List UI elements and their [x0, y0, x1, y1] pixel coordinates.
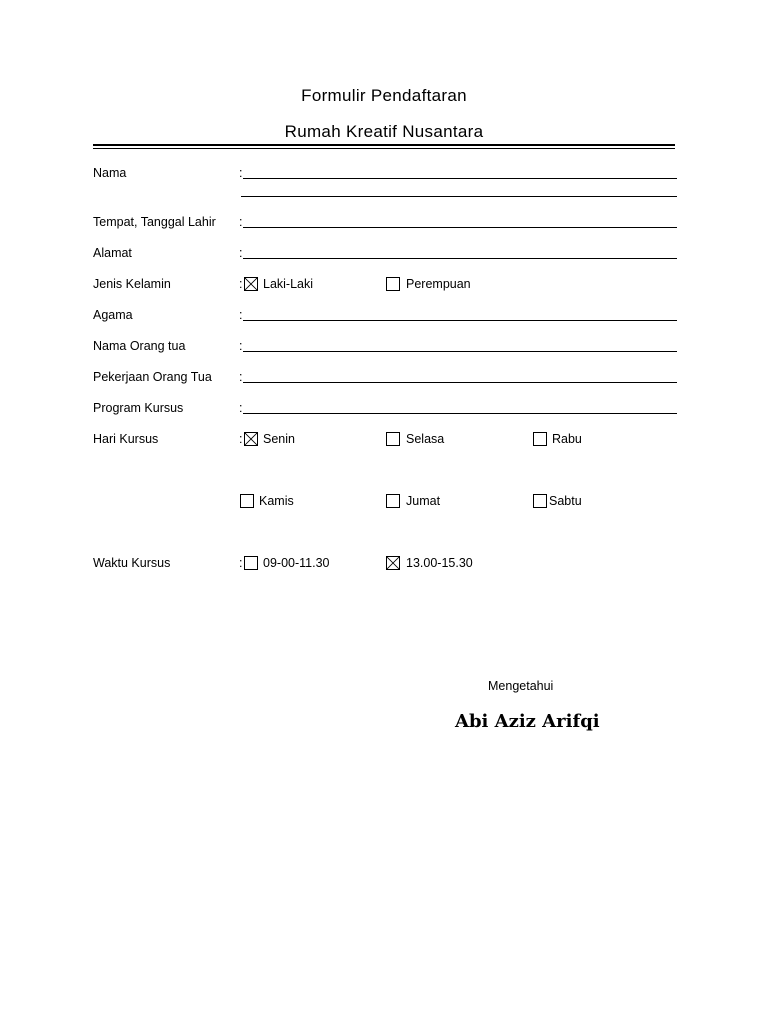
colon-nama: :	[239, 166, 243, 180]
signer-name: Abi Aziz Arifqi	[455, 711, 600, 732]
colon-jenis-kelamin: :	[239, 277, 243, 291]
label-ttl: Tempat, Tanggal Lahir	[93, 215, 216, 229]
checkbox-rabu[interactable]	[533, 432, 547, 446]
option-senin: Senin	[263, 432, 295, 446]
header-rule-thin	[93, 148, 675, 149]
header-rule-thick	[93, 144, 675, 146]
checkbox-waktu-pagi[interactable]	[244, 556, 258, 570]
input-line-nama-2[interactable]	[241, 196, 677, 197]
input-line-alamat[interactable]	[243, 258, 677, 259]
checkbox-waktu-siang[interactable]	[386, 556, 400, 570]
label-nama-ortu: Nama Orang tua	[93, 339, 186, 353]
check-cross-icon	[245, 278, 257, 290]
input-line-ttl[interactable]	[243, 227, 677, 228]
signature-caption: Mengetahui	[488, 679, 554, 693]
colon-program-kursus: :	[239, 401, 243, 415]
option-waktu-pagi: 09-00-11.30	[263, 556, 330, 570]
checkbox-kamis[interactable]	[240, 494, 254, 508]
colon-pekerjaan-ortu: :	[239, 370, 243, 384]
checkbox-sabtu[interactable]	[533, 494, 547, 508]
option-selasa: Selasa	[406, 432, 445, 446]
checkbox-perempuan[interactable]	[386, 277, 400, 291]
colon-waktu-kursus: :	[239, 556, 243, 570]
label-alamat: Alamat	[93, 246, 132, 260]
colon-hari-kursus: :	[239, 432, 243, 446]
colon-alamat: :	[239, 246, 243, 260]
checkbox-jumat[interactable]	[386, 494, 400, 508]
input-line-nama-ortu[interactable]	[243, 351, 677, 352]
label-jenis-kelamin: Jenis Kelamin	[93, 277, 171, 291]
option-rabu: Rabu	[552, 432, 582, 446]
colon-nama-ortu: :	[239, 339, 243, 353]
option-kamis: Kamis	[259, 494, 294, 508]
option-perempuan: Perempuan	[406, 277, 471, 291]
input-line-pekerjaan-ortu[interactable]	[243, 382, 677, 383]
checkbox-laki-laki[interactable]	[244, 277, 258, 291]
option-jumat: Jumat	[406, 494, 441, 508]
label-agama: Agama	[93, 308, 133, 322]
label-waktu-kursus: Waktu Kursus	[93, 556, 171, 570]
checkbox-selasa[interactable]	[386, 432, 400, 446]
option-sabtu: Sabtu	[549, 494, 582, 508]
option-laki-laki: Laki-Laki	[263, 277, 314, 291]
checkbox-senin[interactable]	[244, 432, 258, 446]
input-line-nama[interactable]	[243, 178, 677, 179]
option-waktu-siang: 13.00-15.30	[406, 556, 473, 570]
form-subtitle: Rumah Kreatif Nusantara	[284, 122, 484, 141]
label-program-kursus: Program Kursus	[93, 401, 184, 415]
label-nama: Nama	[93, 166, 127, 180]
input-line-program-kursus[interactable]	[243, 413, 677, 414]
input-line-agama[interactable]	[243, 320, 677, 321]
colon-ttl: :	[239, 215, 243, 229]
form-title: Formulir Pendaftaran	[301, 86, 467, 105]
label-hari-kursus: Hari Kursus	[93, 432, 159, 446]
check-cross-icon	[245, 433, 257, 445]
check-cross-icon	[387, 557, 399, 569]
colon-agama: :	[239, 308, 243, 322]
label-pekerjaan-ortu: Pekerjaan Orang Tua	[93, 370, 212, 384]
